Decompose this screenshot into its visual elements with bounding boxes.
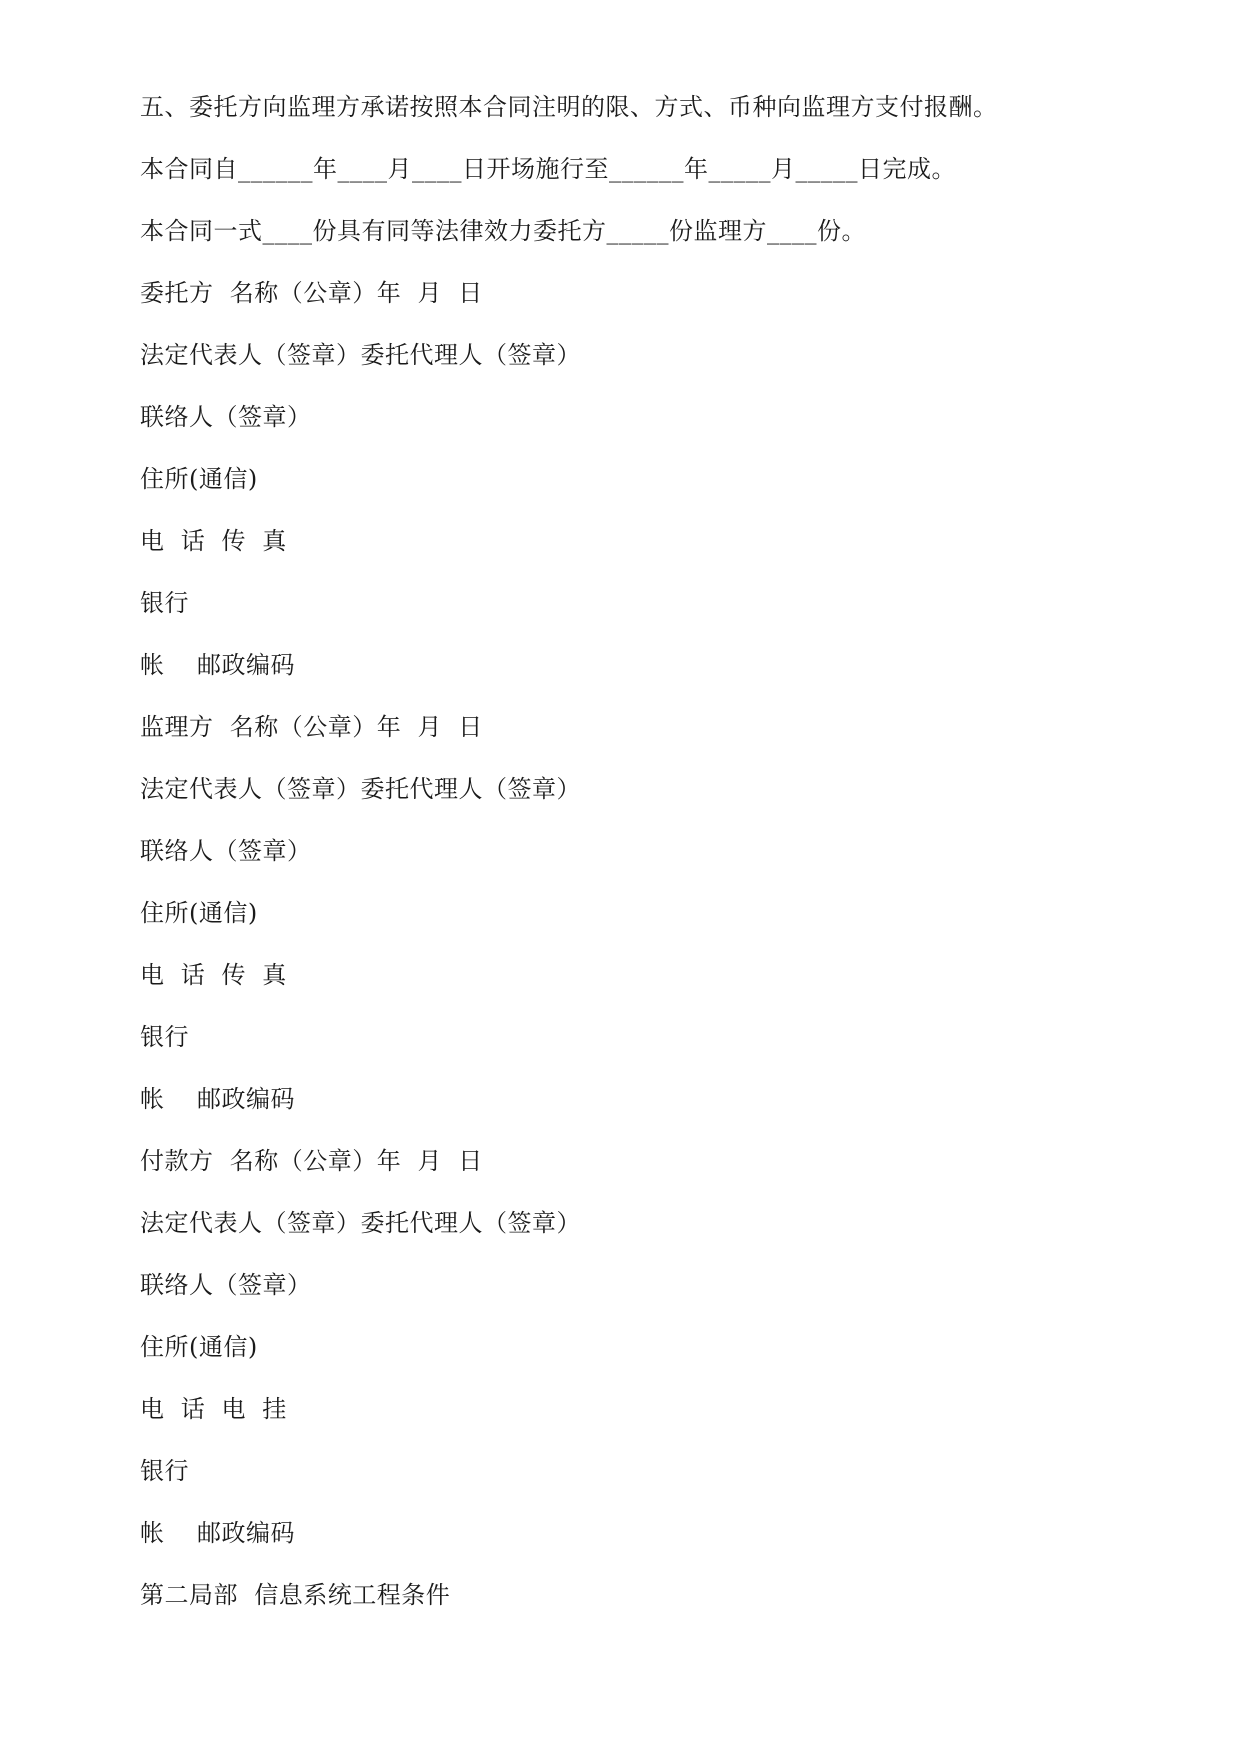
payer-legal-representative: 法定代表人（签章）委托代理人（签章）: [140, 1209, 581, 1237]
supervisor-phone-fax: 电 话 传 真: [140, 961, 287, 989]
payer-bank: 银行: [140, 1457, 189, 1485]
contract-copies-line: 本合同一式____份具有同等法律效力委托方_____份监理方____份。: [140, 217, 866, 245]
payer-address: 住所(通信): [140, 1333, 258, 1361]
supervisor-contact-person: 联络人（签章）: [140, 837, 312, 865]
client-bank: 银行: [140, 589, 189, 617]
client-phone-fax: 电 话 传 真: [140, 527, 287, 555]
supervisor-legal-representative: 法定代表人（签章）委托代理人（签章）: [140, 775, 581, 803]
client-address: 住所(通信): [140, 465, 258, 493]
client-party-heading: 委托方 名称（公章）年 月 日: [140, 279, 483, 307]
payer-account-postcode: 帐 邮政编码: [140, 1519, 296, 1547]
payer-contact-person: 联络人（签章）: [140, 1271, 312, 1299]
client-legal-representative: 法定代表人（签章）委托代理人（签章）: [140, 341, 581, 369]
supervisor-bank: 银行: [140, 1023, 189, 1051]
part-two-heading: 第二局部 信息系统工程条件: [140, 1581, 451, 1609]
contract-term-line: 本合同自______年____月____日开场施行至______年_____月_____日完成。: [140, 155, 956, 183]
payment-commitment-clause: 五、委托方向监理方承诺按照本合同注明的限、方式、币种向监理方支付报酬。: [140, 93, 998, 121]
document-page: [140, 85, 1140, 1635]
supervisor-party-heading: 监理方 名称（公章）年 月 日: [140, 713, 483, 741]
payer-phone-telegraph: 电 话 电 挂: [140, 1395, 287, 1423]
supervisor-account-postcode: 帐 邮政编码: [140, 1085, 296, 1113]
client-contact-person: 联络人（签章）: [140, 403, 312, 431]
client-account-postcode: 帐 邮政编码: [140, 651, 296, 679]
payer-party-heading: 付款方 名称（公章）年 月 日: [140, 1147, 483, 1175]
supervisor-address: 住所(通信): [140, 899, 258, 927]
